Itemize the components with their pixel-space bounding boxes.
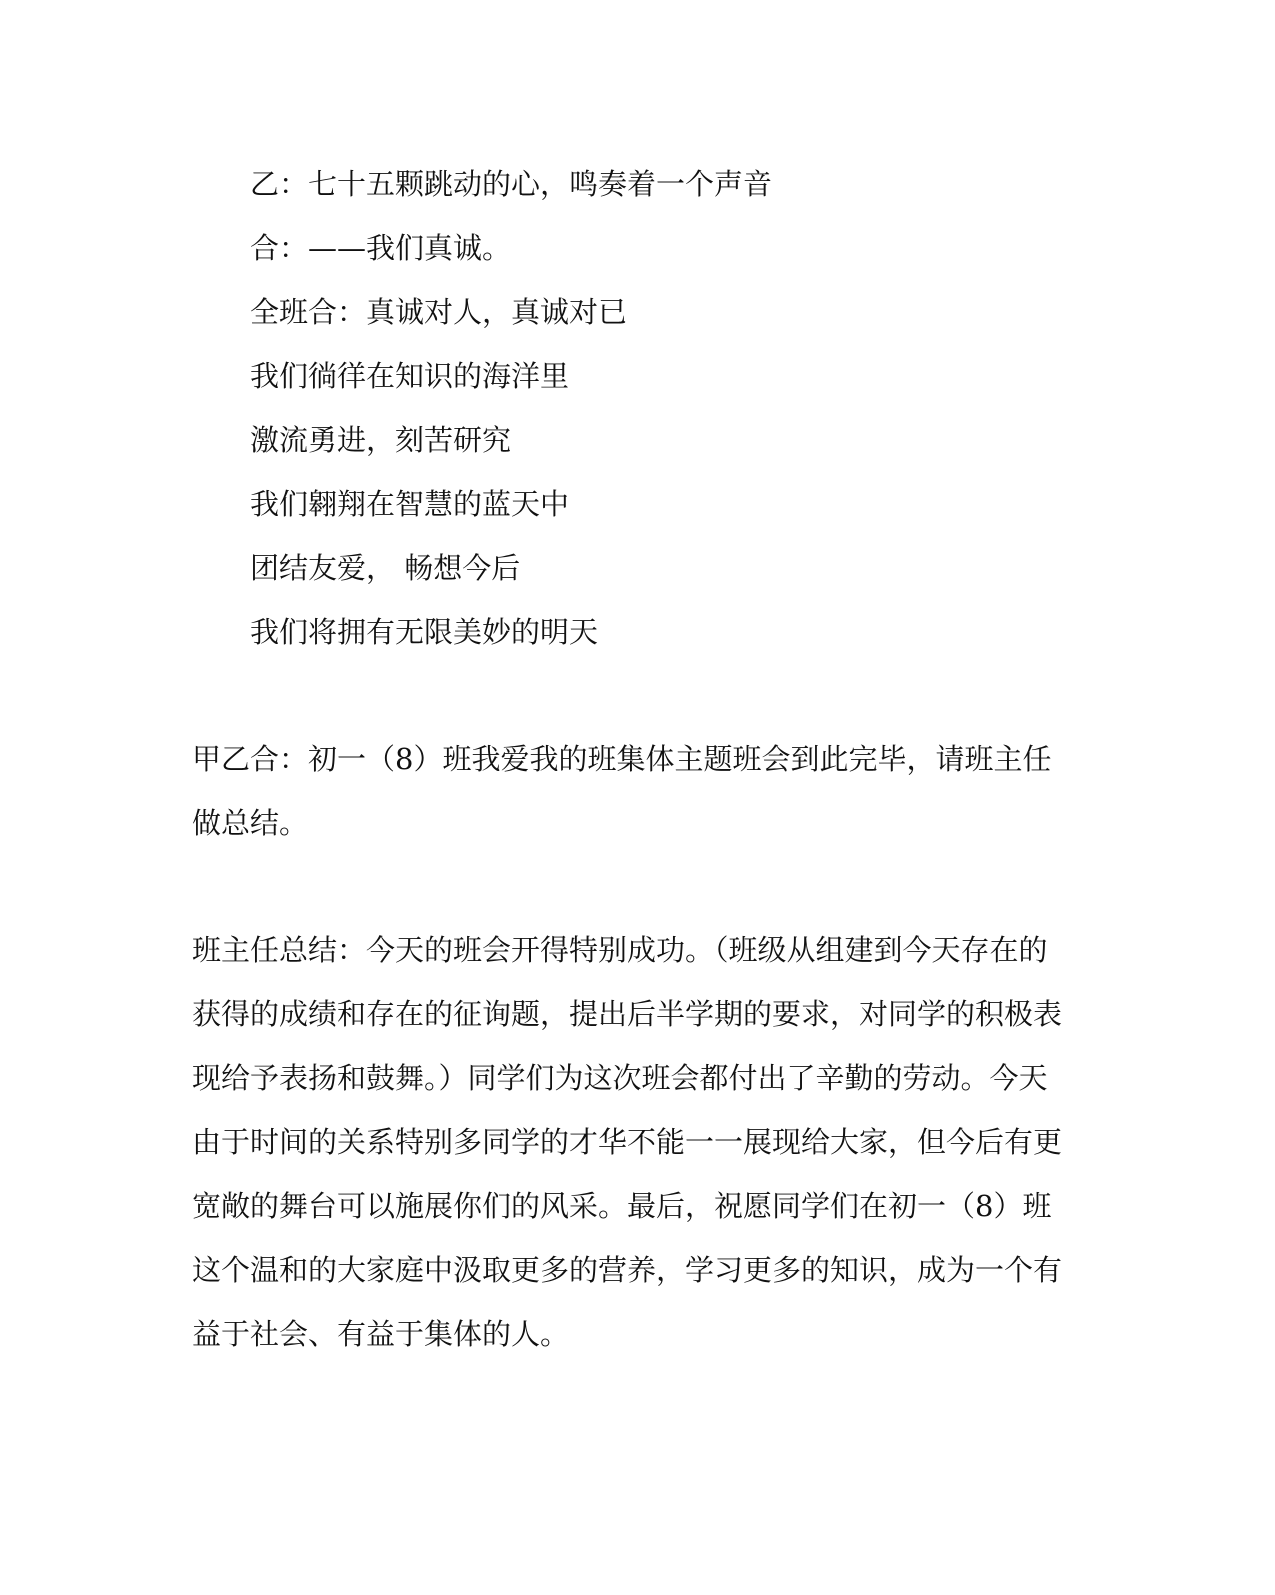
poem-line: 合：——我们真诚。 xyxy=(250,231,512,265)
summary-line: 获得的成绩和存在的征询题，提出后半学期的要求，对同学的积极表 xyxy=(192,997,1063,1031)
summary-line: 这个温和的大家庭中汲取更多的营养，学习更多的知识，成为一个有 xyxy=(192,1253,1063,1287)
summary-line: 班主任总结：今天的班会开得特别成功。（班级从组建到今天存在的 xyxy=(192,933,1048,967)
poem-line: 我们将拥有无限美妙的明天 xyxy=(250,615,599,649)
poem-line: 乙：七十五颗跳动的心，鸣奏着一个声音 xyxy=(250,167,773,201)
summary-line: 现给予表扬和鼓舞。）同学们为这次班会都付出了辛勤的劳动。今天 xyxy=(192,1061,1048,1095)
poem-line: 团结友爱， 畅想今后 xyxy=(250,551,521,585)
poem-line: 全班合：真诚对人，真诚对已 xyxy=(250,295,628,329)
poem-line: 激流勇进，刻苦研究 xyxy=(250,423,512,457)
summary-line: 宽敞的舞台可以施展你们的风采。最后，祝愿同学们在初一（8）班 xyxy=(192,1189,1052,1223)
poem-line: 我们翱翔在智慧的蓝天中 xyxy=(250,487,570,521)
poem-line: 我们徜徉在知识的海洋里 xyxy=(250,359,570,393)
summary-line: 由于时间的关系特别多同学的才华不能一一展现给大家，但今后有更 xyxy=(192,1125,1063,1159)
closing-line: 做总结。 xyxy=(192,806,309,840)
closing-line: 甲乙合：初一（8）班我爱我的班集体主题班会到此完毕，请班主任 xyxy=(192,742,1052,776)
summary-line: 益于社会、有益于集体的人。 xyxy=(192,1317,570,1351)
